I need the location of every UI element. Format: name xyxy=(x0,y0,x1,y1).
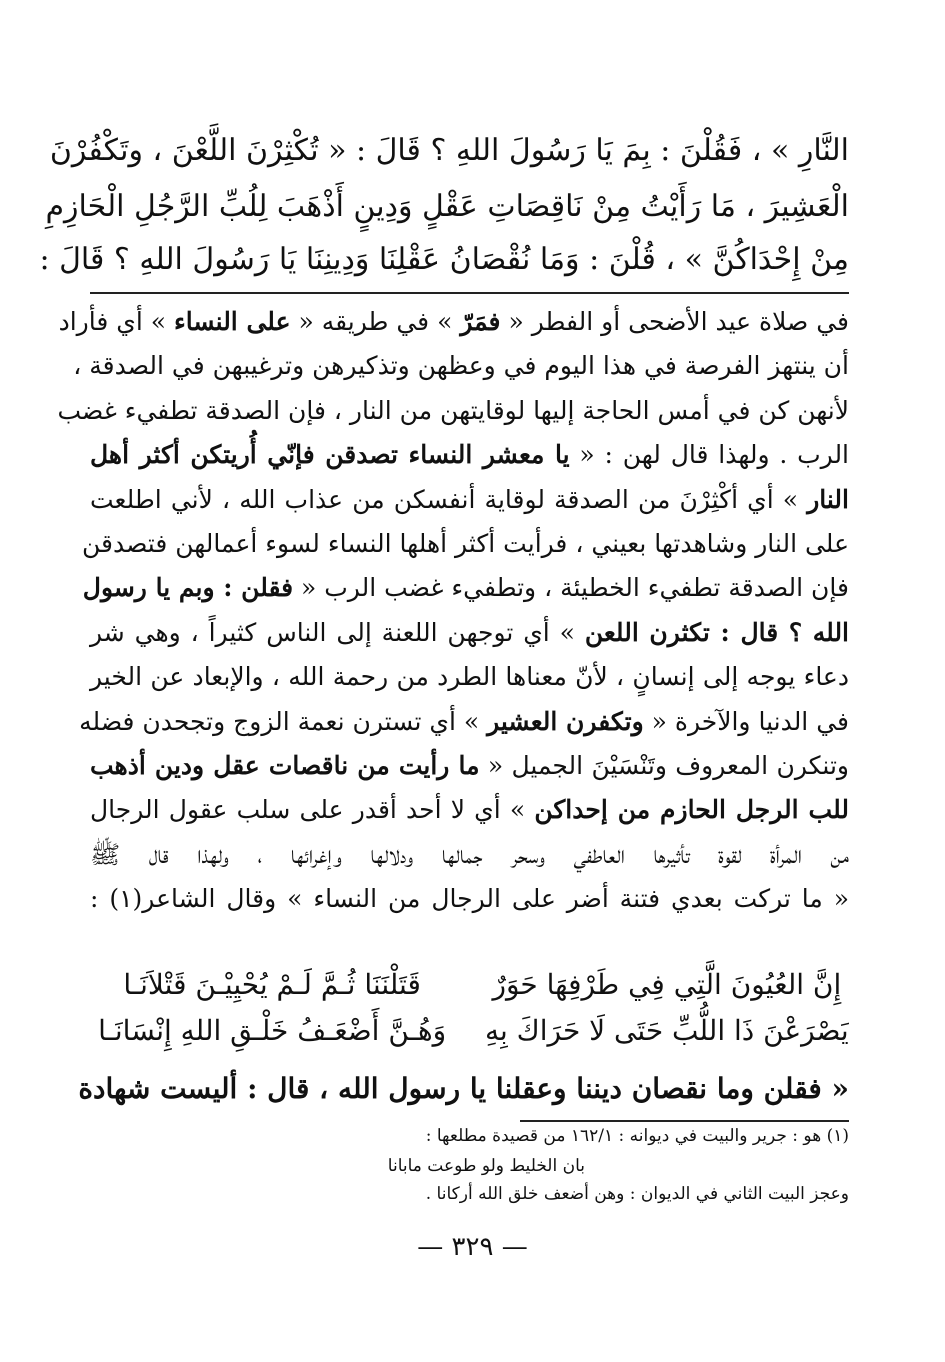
commentary-segment: لأنهن كن في أمس الحاجة إليها لوقايتهن من النار ، فإن الصدقة تطفيء غضب xyxy=(57,395,849,425)
commentary-line xyxy=(90,478,849,522)
commentary-line xyxy=(90,433,849,477)
commentary-line xyxy=(73,344,849,388)
commentary-line xyxy=(90,833,849,877)
commentary-line xyxy=(82,566,849,610)
commentary-segment: في صلاة عيد الأضحى أو الفطر « xyxy=(500,307,849,336)
poem-first-hemistich: إِنَّ العُيُونَ الَّتِي فِي طَرْفِهَا حَوَرٌ xyxy=(492,968,842,1001)
bold-quote: وتكفرن العشير xyxy=(487,706,644,736)
bold-quote: النار xyxy=(807,484,849,514)
footnote-rule xyxy=(520,1120,849,1122)
commentary-segment: على النار وشاهدتها بعيني ، فرأيت أكثر أهلها النساء لسوء أعمالهن فتصدقن xyxy=(82,529,849,558)
commentary-segment: » أي أكْثِرْنَ من الصدقة لوقاية أنفسكن من عذاب الله ، لأني اطلعت xyxy=(90,484,808,514)
commentary-line xyxy=(90,655,849,699)
bold-quote: على النساء xyxy=(173,307,291,336)
commentary-segment: » أي لا أحد أقدر على سلب عقول الرجال xyxy=(90,795,535,825)
page-number: — ٣٢٩ — xyxy=(417,1232,528,1262)
hadith-line: مِنْ إِحْدَاكُنَّ » ، قُلْنَ : وَمَا نُقْصَانُ عَقْلِنَا وَدِينِنَا يَا رَسُولَ اللهِ ؟ قَالَ : xyxy=(39,242,849,277)
commentary-segment: وتنكرن المعروف وتَنْسَيْنَ الجميل « xyxy=(479,751,849,780)
footnote-line: وعجز البيت الثاني في الديوان : وهن أضعف خلق الله أركانا . xyxy=(425,1184,849,1204)
bold-quote: ما رأيت من ناقصات عقل ودين أذهب xyxy=(90,751,480,780)
bold-quote: فقلن : وبم يا رسول xyxy=(82,573,294,603)
poem-second-hemistich: وَهُـنَّ أَضْعَـفُ خَلْـقِ اللهِ إِنْسَانَـا xyxy=(98,1014,447,1047)
commentary-segment: في الدنيا والآخرة « xyxy=(643,706,849,736)
footnote-verse: بان الخليط ولو طوعت مابانا xyxy=(387,1156,585,1176)
commentary-segment: من المرأة لقوة تأثيرها العاطفي وسحر جمالها ودلالها وإغرائها ، ولهذا قال ﷺ xyxy=(90,839,849,869)
commentary-segment: » أي فأراد xyxy=(58,307,174,336)
bold-quote: للب الرجل الحازم من إحداكن xyxy=(534,795,849,825)
commentary-segment: أن ينتهز الفرصة في هذا اليوم في وعظهن وتذكيرهن وترغيبهن في الصدقة ، xyxy=(73,351,849,381)
commentary-line xyxy=(90,611,849,655)
commentary-line xyxy=(90,877,849,921)
commentary-line xyxy=(79,700,849,744)
poem-verse xyxy=(90,1006,849,1056)
separator-rule xyxy=(90,292,849,294)
commentary-segment: « ما تركت بعدي فتنة أضر على الرجال من النساء » وقال الشاعر(١) : xyxy=(90,884,850,914)
hadith-line: الْعَشِيرَ ، مَا رَأَيْتُ مِنْ نَاقِصَاتِ عَقْلٍ وَدِينٍ أَذْهَبَ لِلُبِّ الرَّجُلِ الْحَازِمِ xyxy=(45,189,849,224)
bold-quote: يا معشر النساء تصدقن فإنّي أُريتكن أكثر أهل xyxy=(90,440,570,470)
commentary-line xyxy=(90,744,849,788)
commentary-segment: الرب . ولهذا قال لهن : « xyxy=(569,440,850,470)
commentary-segment: فإن الصدقة تطفيء الخطيئة ، وتطفيء غضب الرب « xyxy=(293,573,849,603)
commentary-line xyxy=(82,522,849,566)
closing-line: « فقلن وما نقصان ديننا وعقلنا يا رسول الله ، قال : أليست شهادة xyxy=(78,1072,849,1105)
bold-quote: فمَرّ xyxy=(460,307,501,336)
commentary-line xyxy=(90,788,849,832)
commentary-segment: دعاء يوجه إلى إنسانٍ ، لأنّ معناها الطرد من رحمة الله ، والإبعاد عن الخير xyxy=(90,662,849,692)
commentary-line xyxy=(58,300,849,344)
poem-second-hemistich: قَتَلْنَنَا ثُـمَّ لَـمْ يُحْيِيْـنَ قَتْلاَنَـا xyxy=(123,968,421,1001)
bold-quote: الله ؟ قال : تكثرن اللعن xyxy=(584,617,850,647)
poem-first-hemistich: يَصْرَعْنَ ذَا اللُّبِّ حَتَى لَا حَرَاكَ بِهِ xyxy=(484,1014,849,1047)
footnote-line: (١) هو : جرير والبيت في ديوانه : ١٦٢/١ من قصيدة مطلعها : xyxy=(425,1126,849,1146)
hadith-line: النَّارِ » ، فَقُلْنَ : بِمَ يَا رَسُولَ اللهِ ؟ قَالَ : « تُكْثِرْنَ اللَّعْنَ ، وتَكْفُرْنَ xyxy=(49,133,849,168)
commentary-segment: » أي تسترن نعمة الزوج وتجحدن فضله xyxy=(79,706,488,736)
commentary-segment: » في طريقه « xyxy=(290,307,461,336)
poem-verse xyxy=(90,960,849,1010)
commentary-segment: » أي توجهن اللعنة إلى الناس كثيراً ، وهي شر xyxy=(90,617,585,647)
commentary-line xyxy=(57,389,849,433)
